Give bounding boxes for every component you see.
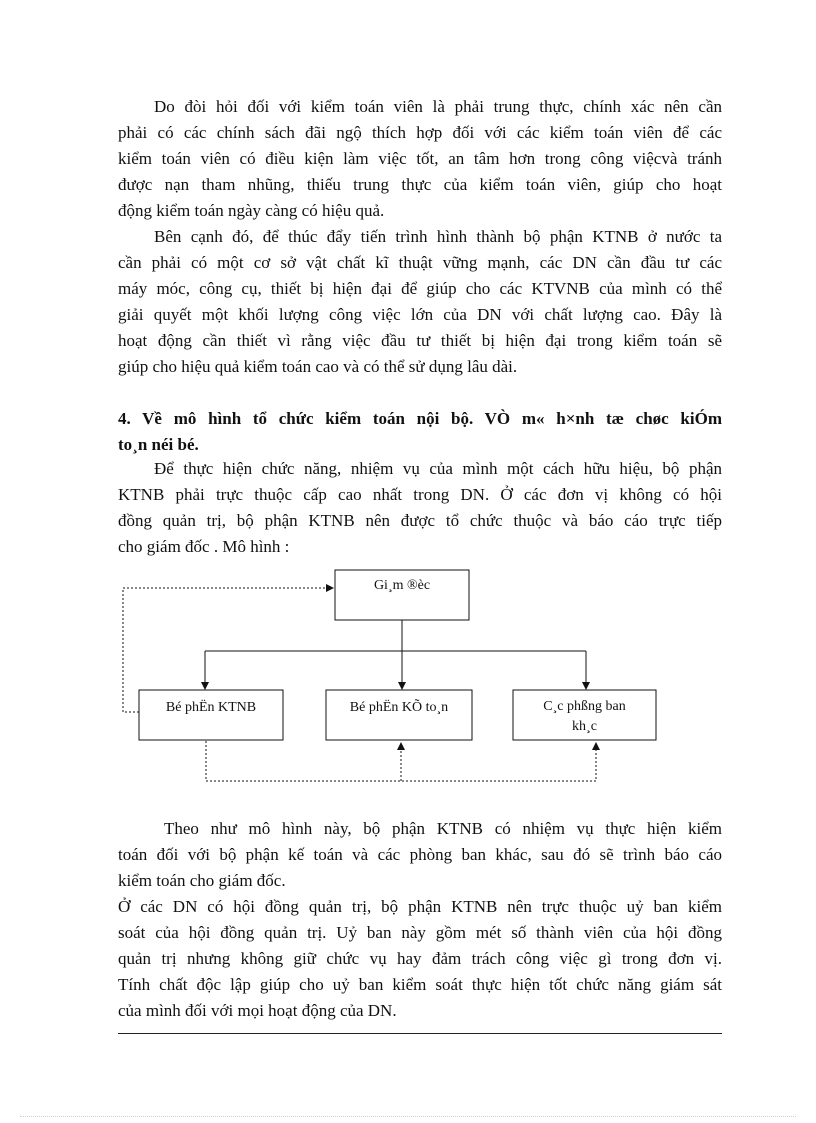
text-line: kiểm toán cho giám đốc. — [118, 871, 286, 890]
text-line: cho giám đốc . Mô hình : — [118, 537, 290, 556]
heading-line: 4. Về mô hình tổ chức kiểm toán nội bộ. VÒ m« h×nh tæ chøc kiÓm — [118, 409, 722, 428]
text-line: Bên cạnh đó, để thúc đẩy tiến trình hình thành bộ phận KTNB ở nước ta — [154, 227, 722, 246]
text-line: Để thực hiện chức năng, nhiệm vụ của mình một cách hữu hiệu, bộ phận — [154, 459, 722, 478]
text-line: quản trị nhưng không giữ chức vụ hay đảm trách công việc gì trong đơn vị. — [118, 949, 722, 968]
text-line: giải quyết một khối lượng công việc lớn của DN với chất lượng cao. Đây là — [118, 305, 722, 324]
text-line: hoạt động cần thiết vì rằng việc đầu tư thiết bị hiện đại trong kiểm toán sẽ — [118, 331, 722, 350]
text-line: máy móc, công cụ, thiết bị hiện đại để giúp cho các KTVNB của mình có thể — [118, 279, 722, 298]
text-line: Theo như mô hình này, bộ phận KTNB có nhiệm vụ thực hiện kiểm — [164, 819, 722, 838]
text-line: của mình đối với mọi hoạt động của DN. — [118, 1001, 397, 1020]
text-line: cần phải có một cơ sở vật chất kĩ thuật vững mạnh, các DN cần đầu tư các — [118, 253, 722, 272]
text-line: Ở các DN có hội đồng quản trị, bộ phận KTNB nên trực thuộc uỷ ban kiểm — [118, 897, 722, 916]
text-line: KTNB phải trực thuộc cấp cao nhất trong DN. Ở các đơn vị không có hội — [118, 485, 722, 504]
text-line: kiểm toán viên có điều kiện làm việc tốt, an tâm hơn trong công việcvà tránh — [118, 149, 722, 168]
text-line: phải có các chính sách đãi ngộ thích hợp đối với các kiểm toán viên để các — [118, 123, 722, 142]
director-label: Gi¸m ®èc — [373, 577, 431, 593]
heading-line: to¸n néi bé. — [118, 435, 199, 454]
text-line: động kiểm toán ngày càng có hiệu quả. — [118, 201, 385, 220]
text-line: soát của hội đồng quản trị. Uỷ ban này gồm mét số thành viên của hội đồng — [118, 923, 722, 942]
text-line: Do đòi hỏi đối với kiểm toán viên là phải trung thực, chính xác nên cần — [154, 97, 722, 116]
text-line: được nạn tham nhũng, thiếu trung thực của kiểm toán viên, giúp cho hoạt — [118, 175, 722, 194]
other-departments-label: kh¸c — [572, 718, 597, 734]
text-line: toán đối với bộ phận kế toán và các phòng ban khác, sau đó sẽ trình báo cáo — [118, 845, 722, 864]
accounting-label: Bé phËn KÕ to¸n — [349, 699, 449, 715]
other-departments-label: C¸c phßng ban — [543, 698, 626, 714]
footer-rule — [118, 1033, 722, 1034]
text-line: giúp cho hiệu quả kiểm toán cao và có thể sử dụng lâu dài. — [118, 357, 518, 376]
text-line: Tính chất độc lập giúp cho uỷ ban kiểm soát thực hiện tốt chức năng giám sát — [118, 975, 722, 994]
internal-audit-label: Bé phËn KTNB — [165, 699, 257, 715]
page-bottom-border — [20, 1116, 796, 1117]
text-line: đồng quản trị, bộ phận KTNB nên được tổ chức thuộc và báo cáo trực tiếp — [118, 511, 722, 530]
